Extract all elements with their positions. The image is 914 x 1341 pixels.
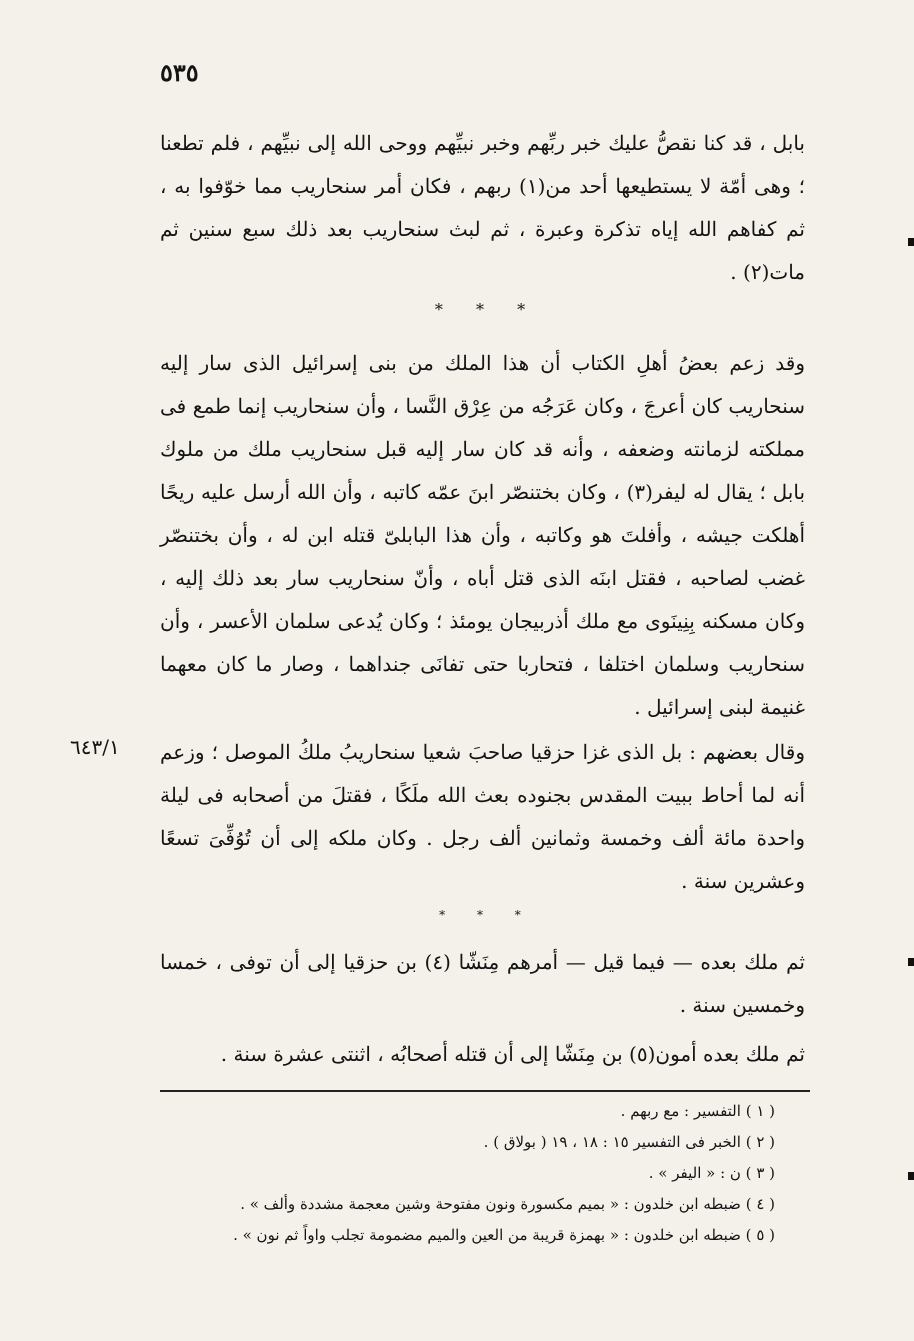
footnote-divider (160, 1090, 810, 1092)
footnote: ( ٥ ) ضبطه ابن خلدون : « بهمزة قريبة من العين والميم مضمومة تجلب واواً ثم نون » . (233, 1226, 775, 1244)
footnote: ( ٤ ) ضبطه ابن خلدون : « بميم مكسورة ونون مفتوحة وشين معجمة مشددة وألف » . (240, 1195, 775, 1213)
footnote: ( ١ ) التفسير : مع ربهم . (620, 1102, 775, 1120)
paragraph-5-container (160, 1033, 805, 1076)
paragraph-2-container (160, 342, 805, 729)
footnote: ( ٣ ) ن : « اليفر » . (648, 1164, 775, 1182)
paragraph-4-container (160, 941, 805, 1027)
scan-edge-mark (908, 1172, 914, 1180)
page-number: ٥٣٥ (160, 58, 199, 87)
footnotes (160, 1096, 775, 1251)
section-separator: * * * (439, 908, 535, 922)
section-separator: * * * (434, 300, 540, 319)
scan-edge-mark (908, 958, 914, 966)
scan-edge-mark (908, 238, 914, 246)
paragraph: ثم ملك بعده أمون(٥) بن مِنَشّا إلى أن قتله أصحابُه ، اثنتى عشرة سنة . (220, 1042, 805, 1066)
margin-reference: ٦٤٣/١ (70, 735, 120, 759)
footnote: ( ٢ ) الخبر فى التفسير ١٥ : ١٨ ، ١٩ ( بولاق ) . (483, 1133, 775, 1151)
paragraph: بابل ، قد كنا نقصُّ عليك خبر ربِّهم وخبر نبيِّهم ووحى الله إلى نبيِّهم ، فلم تطعنا ؛ وهى أمّة لا يستطيعها أحد من(١) ربهم ، فكان أمر سنحاريب مما خوّفوا به ، ثم كفاهم الله إياه تذكرة وعبرة ، ثم لبث سنحاريب بعد ذلك سبع سنين ثم مات(٢) . (160, 131, 806, 284)
paragraph: وقد زعم بعضُ أهلِ الكتاب أن هذا الملك من بنى إسرائيل الذى سار إليه سنحاريب كان أعرجَ ، وكان عَرَجُه من عِرْق النَّسا ، وأن سنحاريب إنما طمع فى مملكته لزمانته وضعفه ، وأنه قد كان سار إليه قبل سنحاريب ملك من ملوك بابل ؛ يقال له ليفر(٣) ، وكان بختنصّر ابنَ عمّه كاتبه ، وأن الله أرسل عليه ريحًا أهلكت جيشه ، وأفلتَ هو وكاتبه ، وأن هذا البابلىّ قتله ابن له ، وأن بختنصّر غضب لصاحبه ، فقتل ابنَه الذى قتل أباه ، وأنّ سنحاريب سار بعد ذلك إليه ، وكان مسكنه بِنِينَوى مع ملك أذربيجان يومئذ ؛ وكان يُدعى سلمان الأعسر ، وأن سنحاريب وسلمان اختلفا ، فتحاربا حتى تفانَى جنداهما ، وصار ما كان معهما غنيمة لبنى إسرائيل . (160, 351, 806, 719)
paragraph-1-container (160, 122, 805, 294)
paragraph: ثم ملك بعده — فيما قيل — أمرهم مِنَشّا (٤) بن حزقيا إلى أن توفى ، خمسا وخمسين سنة . (160, 950, 805, 1017)
paragraph-3-container (160, 731, 805, 903)
paragraph: وقال بعضهم : بل الذى غزا حزقيا صاحبَ شعيا سنحاريبُ ملكُ الموصل ؛ وزعم أنه لما أحاط ببيت المقدس بجنوده بعث الله ملَكًا ، فقتلَ من أصحابه فى ليلة واحدة مائة ألف وخمسة وثمانين ألف رجل . وكان ملكه إلى أن تُوُفِّىَ تسعًا وعشرين سنة . (160, 740, 805, 893)
